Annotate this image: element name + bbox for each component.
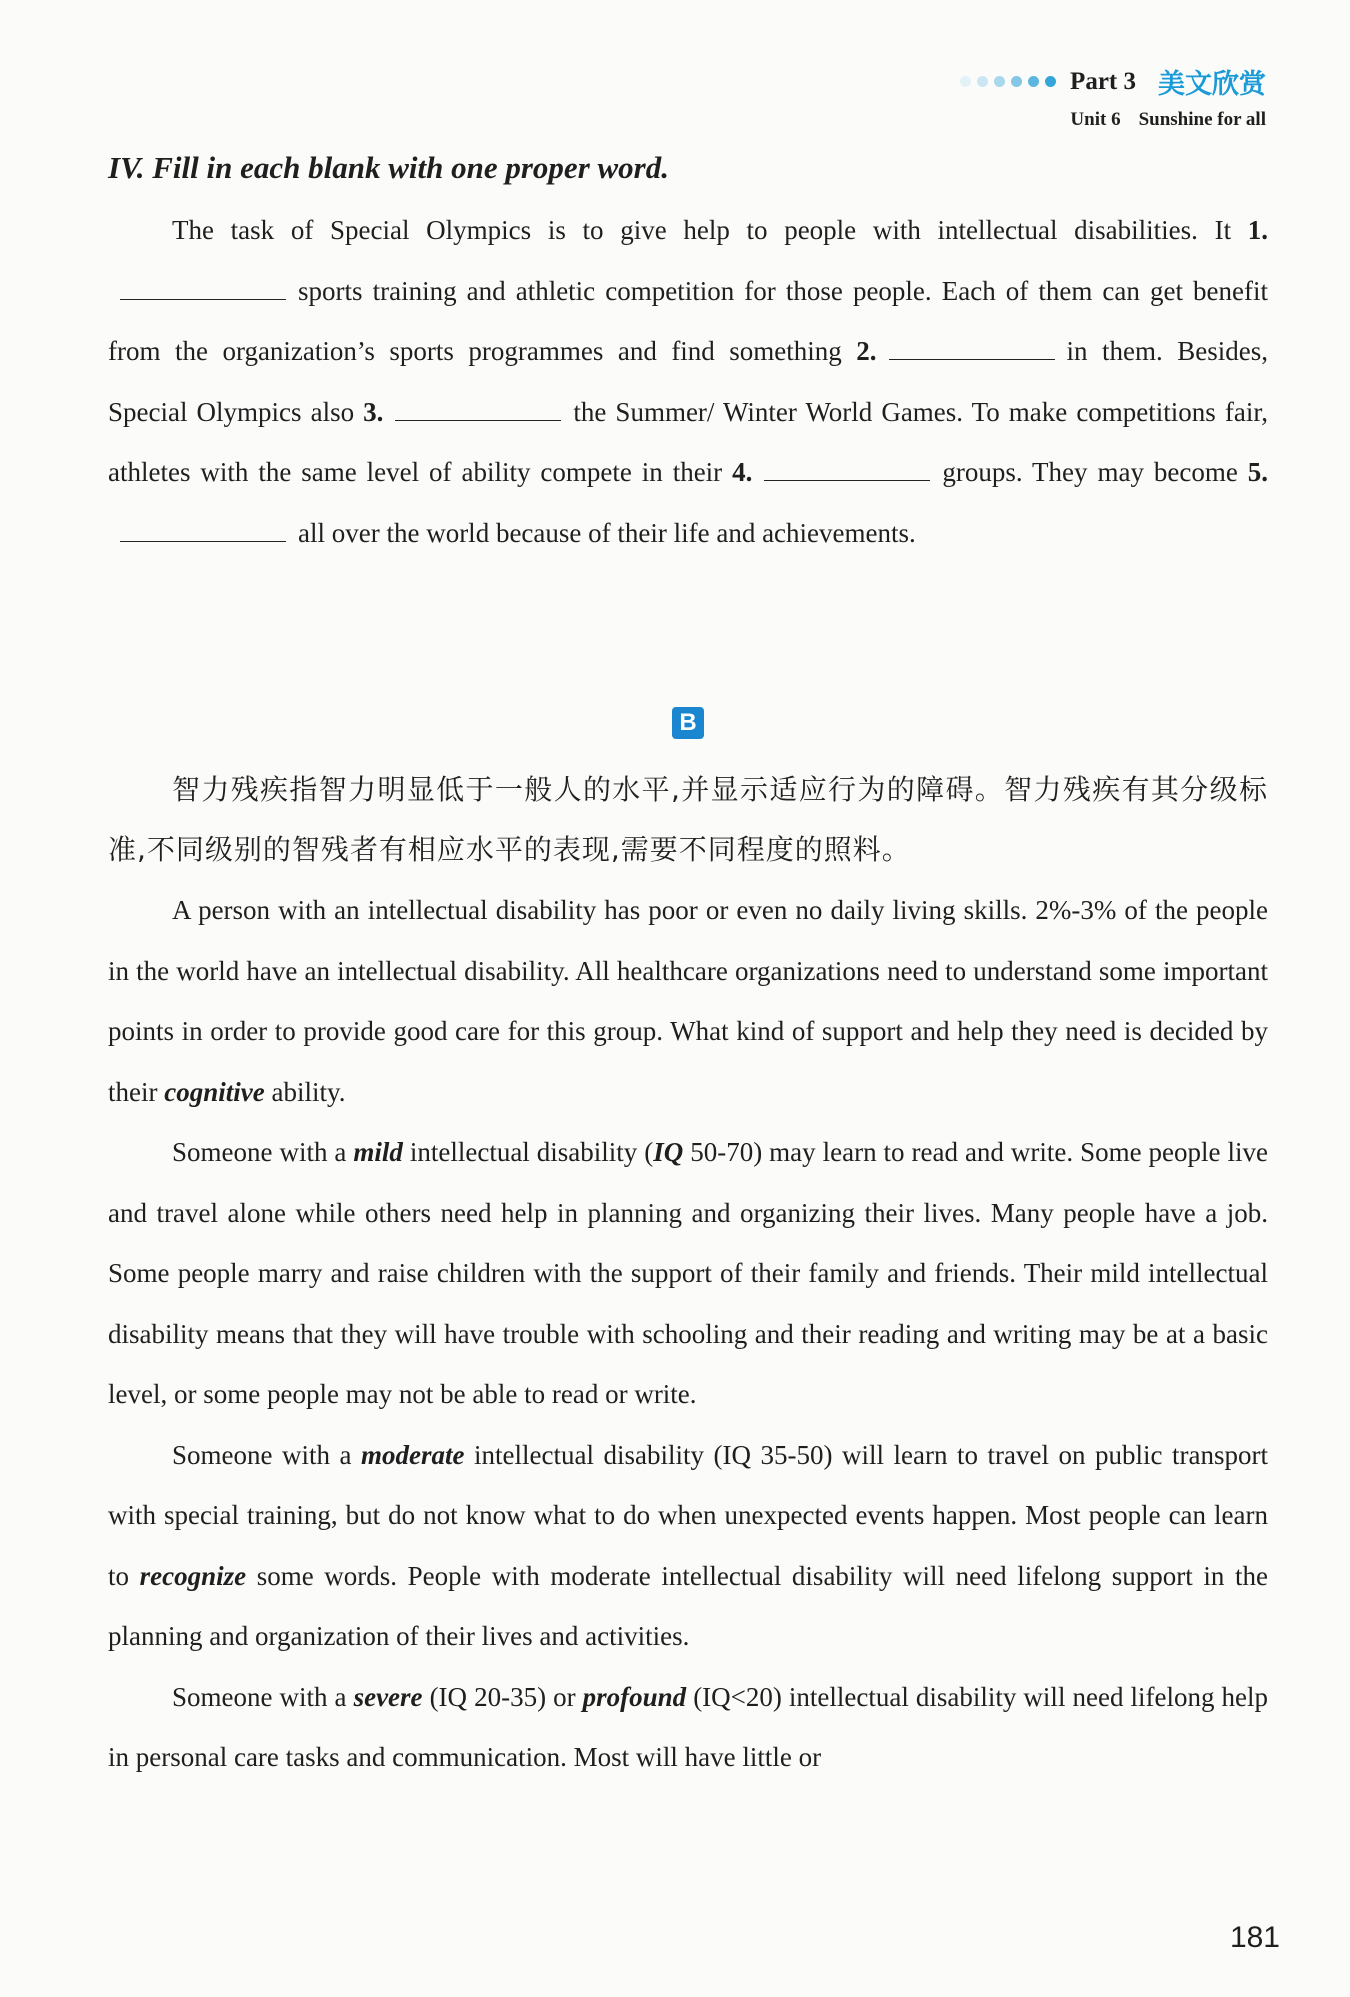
keyword: mild	[353, 1137, 403, 1167]
text-segment: groups. They may become	[942, 457, 1248, 487]
page-number: 181	[1229, 1921, 1280, 1954]
text-segment: all over the world because of their life and achievements.	[298, 517, 916, 548]
blank-1[interactable]	[120, 279, 286, 300]
dot-icon	[977, 76, 988, 87]
text-segment: ability.	[264, 1076, 346, 1107]
text-segment: The task of Special Olympics is to give help to people with intellectual disabilities. It	[172, 215, 1248, 245]
unit-title: Sunshine for all	[1138, 109, 1266, 130]
text-segment: intellectual disability (IQ 35-50) will learn to travel on public transport with special training, but do not know what to do when unexpected events happen. Most people can learn to	[108, 1439, 1268, 1591]
keyword: profound	[582, 1681, 687, 1712]
dot-icon	[1011, 76, 1022, 87]
blank-5[interactable]	[120, 521, 286, 542]
blank-number: 5.	[1247, 457, 1268, 487]
text-segment: 50-70) may learn to read and write. Some people live and travel alone while others need help in planning and organizing their lives. Many people have a job. Some people marry and raise children with the support of their family and friends. Their mild intellectual disability means that they will have trouble with schooling and their reading and writing may be at a basic level, or some people may not be able to read or write.	[108, 1137, 1268, 1409]
keyword: cognitive	[164, 1076, 265, 1107]
dot-icon	[960, 76, 971, 87]
blank-number: 4.	[732, 457, 753, 487]
text-segment: Someone with a	[172, 1137, 354, 1167]
reading-paragraph-4	[108, 1667, 1268, 1788]
reading-paragraph-2	[108, 1122, 1268, 1425]
chinese-intro: 智力残疾指智力明显低于一般人的水平,并显示适应行为的障碍。智力残疾有其分级标准,不同级别的智残者有相应水平的表现,需要不同程度的照料。	[108, 773, 1268, 866]
page-header	[960, 62, 1266, 131]
text-segment: some words. People with moderate intellectual disability will need lifelong support in the planning and organization of their lives and activities.	[108, 1560, 1268, 1651]
section-title: IV. Fill in each blank with one proper word.	[108, 150, 669, 185]
dot-icon	[994, 76, 1005, 87]
blank-2[interactable]	[889, 339, 1055, 360]
blank-4[interactable]	[764, 460, 930, 481]
part-chinese-title: 美文欣赏	[1158, 69, 1266, 100]
keyword: severe	[353, 1681, 423, 1712]
dot-icon	[1028, 76, 1039, 87]
text-segment: (IQ 20-35) or	[422, 1681, 583, 1712]
text-segment: sports training and athletic competition for those people. Each of them can get benefit from the organization’s sports programmes and find something	[108, 275, 1268, 366]
blank-number: 3.	[363, 396, 384, 427]
text-segment: the Summer/ Winter World Games. To make competitions fair, athletes with the same level of ability compete in their	[108, 396, 1268, 487]
text-segment: Someone with a	[172, 1439, 362, 1470]
dot-icon	[1045, 76, 1056, 87]
part-label: Part 3	[1070, 67, 1136, 95]
text-segment: Someone with a	[172, 1681, 354, 1712]
keyword: IQ	[653, 1137, 684, 1167]
cloze-paragraph	[108, 200, 1268, 563]
unit-label: Unit 6	[1070, 109, 1121, 130]
section-b-badge: B	[672, 707, 704, 739]
text-segment: in them. Besides, Special Olympics also	[108, 336, 1268, 427]
blank-number: 2.	[856, 336, 877, 366]
decorative-dots	[960, 76, 1056, 87]
reading-paragraph-1	[108, 880, 1268, 1122]
text-segment: intellectual disability (	[402, 1137, 654, 1167]
keyword: recognize	[139, 1560, 247, 1591]
keyword: moderate	[361, 1439, 465, 1470]
section-iv	[108, 150, 1268, 563]
reading-paragraph-3	[108, 1425, 1268, 1667]
text-segment: A person with an intellectual disability has poor or even no daily living skills. 2%-3% of the people in the world have an intellectual disability. All healthcare organizations need to understand some important points in order to provide good care for this group. What kind of support and help they need is decided by their	[108, 895, 1268, 1107]
section-b	[108, 760, 1268, 1788]
blank-3[interactable]	[395, 400, 561, 421]
text-segment: (IQ<20) intellectual disability will need lifelong help in personal care tasks and communication. Most will have little or	[108, 1681, 1268, 1772]
blank-number: 1.	[1247, 215, 1268, 245]
